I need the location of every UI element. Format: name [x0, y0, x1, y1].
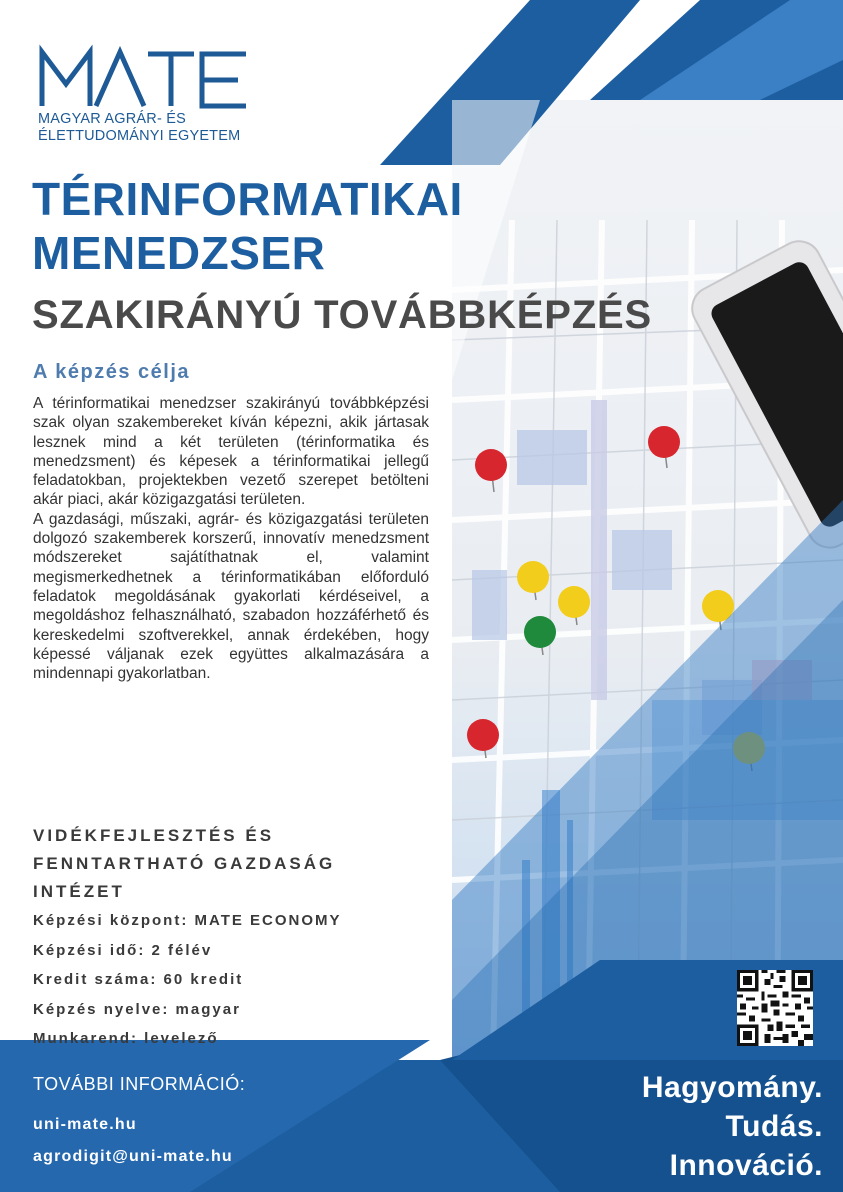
- slogan: [642, 1068, 823, 1185]
- slogan-line2: Tudás.: [725, 1110, 823, 1143]
- goal-paragraph-2: A gazdasági, műszaki, agrár- és közigazgatási területen dolgozó szakemberek korszerű, innovatív menedzsment módszereket sajátíthatnak el, valamint megismerkedhetnek a térinformatikában előforduló feladatok megoldásának gyakorlati kérdéseivel, a megoldáshoz felhasználható, szabadon hozzáférhető és kereskedelmi szoftverekkel, annak érdekében, hogy képessé váljanak ezek együttes alkalmazására a mindennapi gyakorlatban.: [33, 510, 429, 683]
- more-info-label: TOVÁBBI INFORMÁCIÓ:: [33, 1074, 246, 1094]
- slogan-line1: Hagyomány.: [641, 1071, 823, 1104]
- footer-info: [33, 1074, 246, 1165]
- goal-text: [33, 394, 429, 683]
- fact-schedule: Munkarend: levelező: [33, 1030, 219, 1047]
- institute-name: [33, 822, 335, 906]
- fact-duration: Képzési idő: 2 félév: [33, 941, 213, 959]
- university-name-line2: ÉLETTUDOMÁNYI EGYETEM: [38, 128, 241, 144]
- email-link[interactable]: agrodigit@uni-mate.hu: [33, 1148, 233, 1165]
- institute-line2: FENNTARTHATÓ GAZDASÁG: [33, 854, 336, 873]
- institute-line1: VIDÉKFEJLESZTÉS ÉS: [33, 826, 275, 845]
- institute-line3: INTÉZET: [33, 882, 125, 901]
- main-title-line2: MENEDZSER: [32, 227, 326, 279]
- goal-heading: A képzés célja: [33, 361, 191, 383]
- main-title-line1: TÉRINFORMATIKAI: [32, 173, 463, 225]
- slogan-line3: Innováció.: [669, 1149, 823, 1182]
- goal-paragraph-1: A térinformatikai menedzser szakirányú továbbképzési szak olyan szakembereket kíván képezni, akik jártasak lesznek mind a két területen (térinformatika és menedzsment) és képesek a térinformatikai jellegű feladatokban, projektekben vezető szerepet betölteni akár piaci, akár közigazgatási területen.: [33, 395, 429, 509]
- program-facts: [33, 906, 342, 1054]
- fact-credits: Kredit száma: 60 kredit: [33, 971, 244, 988]
- fact-center: Képzési központ: MATE ECONOMY: [33, 912, 342, 929]
- qr-code-icon[interactable]: [737, 970, 813, 1046]
- university-name-line1: MAGYAR AGRÁR- ÉS: [38, 111, 186, 127]
- fact-language: Képzés nyelve: magyar: [33, 1000, 241, 1018]
- mate-logo: [36, 44, 256, 110]
- university-name: [38, 111, 240, 145]
- website-link[interactable]: uni-mate.hu: [33, 1116, 137, 1133]
- subtitle: SZAKIRÁNYÚ TOVÁBBKÉPZÉS: [32, 293, 652, 337]
